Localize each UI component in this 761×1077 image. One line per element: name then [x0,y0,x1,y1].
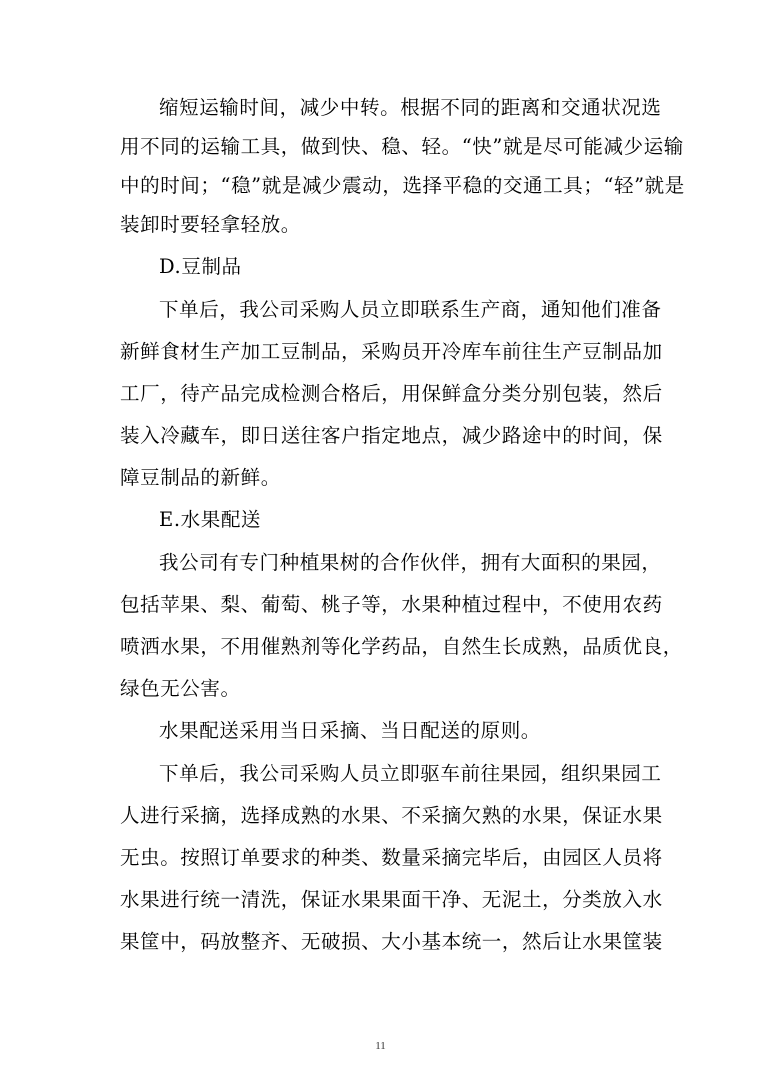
text-line: 我公司有专门种植果树的合作伙伴，拥有大面积的果园， [159,551,662,574]
text-line: 果筐中，码放整齐、无破损、大小基本统一，然后让水果筐装 [120,930,663,953]
text-line: 包括苹果、梨、葡萄、桃子等，水果种植过程中，不使用农药 [120,593,663,616]
section-heading-d: D.豆制品 [159,255,242,278]
section-heading-e: E.水果配送 [159,508,262,531]
text-line: 喷洒水果，不用催熟剂等化学药品，自然生长成熟，品质优良， [120,635,683,658]
text-line: 工厂，待产品完成检测合格后，用保鲜盒分类分别包装，然后 [120,382,663,405]
text-line: 无虫。按照订单要求的种类、数量采摘完毕后，由园区人员将 [120,846,663,869]
text-line: 中的时间；“稳”就是减少震动，选择平稳的交通工具；“轻”就是 [120,174,685,197]
text-line: 障豆制品的新鲜。 [120,466,281,489]
text-line: 下单后，我公司采购人员立即驱车前往果园，组织果园工 [159,762,662,785]
text-line: 缩短运输时间，减少中转。根据不同的距离和交通状况选 [159,96,662,119]
text-line: 水果配送采用当日采摘、当日配送的原则。 [159,719,541,742]
text-line: 人进行采摘，选择成熟的水果、不采摘欠熟的水果，保证水果 [120,804,663,827]
text-line: 新鲜食材生产加工豆制品，采购员开冷库车前往生产豆制品加 [120,340,663,363]
text-line: 水果进行统一清洗，保证水果果面干净、无泥土，分类放入水 [120,888,663,911]
text-line: 绿色无公害。 [120,677,241,700]
text-line: 用不同的运输工具，做到快、稳、轻。“快”就是尽可能减少运输 [120,135,684,158]
text-line: 下单后，我公司采购人员立即联系生产商，通知他们准备 [159,298,662,321]
text-line: 装卸时要轻拿轻放。 [120,213,301,236]
text-line: 装入冷藏车，即日送往客户指定地点，减少路途中的时间，保 [120,424,663,447]
page-number: 11 [375,1040,386,1052]
